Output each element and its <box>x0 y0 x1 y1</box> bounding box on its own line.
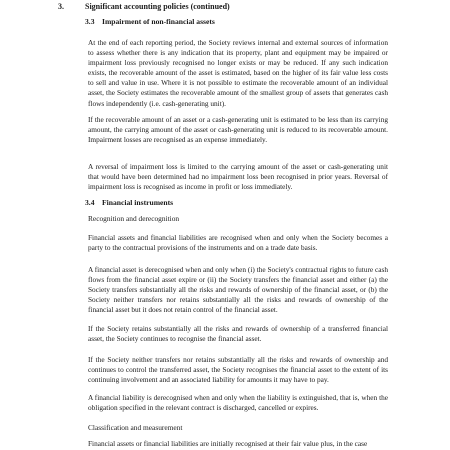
section-number: 3. <box>58 2 64 11</box>
impairment-paragraph-1: At the end of each reporting period, the Society reviews internal and external sources of information to assess whether there is any indication that its property, plant and equipment may be impaired or impairment loss previously recognised no longer exists or may be reduced. If any such indication exists, the recoverable amount of the asset is estimated, based on the higher of its fair value less costs to sell and value in use. Where it is not possible to estimate the recoverable amount of an individual asset, the Society estimates the recoverable amount of the smallest group of assets that generates cash flows independently (i.e. cash-generating unit). <box>88 38 388 108</box>
financial-paragraph-3: If the Society retains substantially all the risks and rewards of ownership of a transferred financial asset, the Society continues to recognise the financial asset. <box>88 324 388 344</box>
financial-paragraph-5: A financial liability is derecognised when and only when the liability is extinguished, that is, when the obligation specified in the relevant contract is discharged, cancelled or expires. <box>88 393 388 413</box>
recognition-subheading: Recognition and derecognition <box>88 214 180 223</box>
classification-subheading: Classification and measurement <box>88 423 183 432</box>
impairment-heading <box>85 17 215 26</box>
financial-paragraph-2: A financial asset is derecognised when and only when (i) the Society's contractual rights to future cash flows from the financial asset expire or (ii) the Society transfers the financial asset and either (a) the Society transfers substantially all the risks and rewards of ownership of the financial asset, or (b) the Society neither transfers nor retains substantially all the risks and rewards of ownership of the financial asset but it does not retain control of the financial asset. <box>88 265 388 315</box>
financial-paragraph-4: If the Society neither transfers nor retains substantially all the risks and rewards of ownership and continues to control the transferred asset, the Society recognises the financial asset to the extent of its continuing involvement and an associated liability for amounts it may have to pay. <box>88 355 388 385</box>
financial-instruments-number: 3.4 <box>85 198 95 207</box>
impairment-paragraph-3: A reversal of impairment loss is limited to the carrying amount of the asset or cash-generating unit that would have been determined had no impairment loss been recognised in prior years. Reversal of impairment loss is recognised as income in profit or loss immediately. <box>88 162 388 192</box>
financial-instruments-heading <box>85 198 173 207</box>
financial-paragraph-1: Financial assets and financial liabilities are recognised when and only when the Society becomes a party to the contractual provisions of the instruments and on a trade date basis. <box>88 233 388 253</box>
section-heading <box>58 2 230 11</box>
classification-paragraph: Financial assets or financial liabilities are initially recognised at their fair value plus, in the case <box>88 439 368 448</box>
section-title: Significant accounting policies (continued) <box>85 2 230 11</box>
financial-instruments-title: Financial instruments <box>102 198 174 207</box>
impairment-number: 3.3 <box>85 17 95 26</box>
impairment-paragraph-2: If the recoverable amount of an asset or a cash-generating unit is estimated to be less than its carrying amount, the carrying amount of the asset or cash-generating unit is reduced to its recoverable amount. Impairment losses are recognised as an expense immediately. <box>88 115 388 145</box>
impairment-title: Impairment of non-financial assets <box>102 17 215 26</box>
